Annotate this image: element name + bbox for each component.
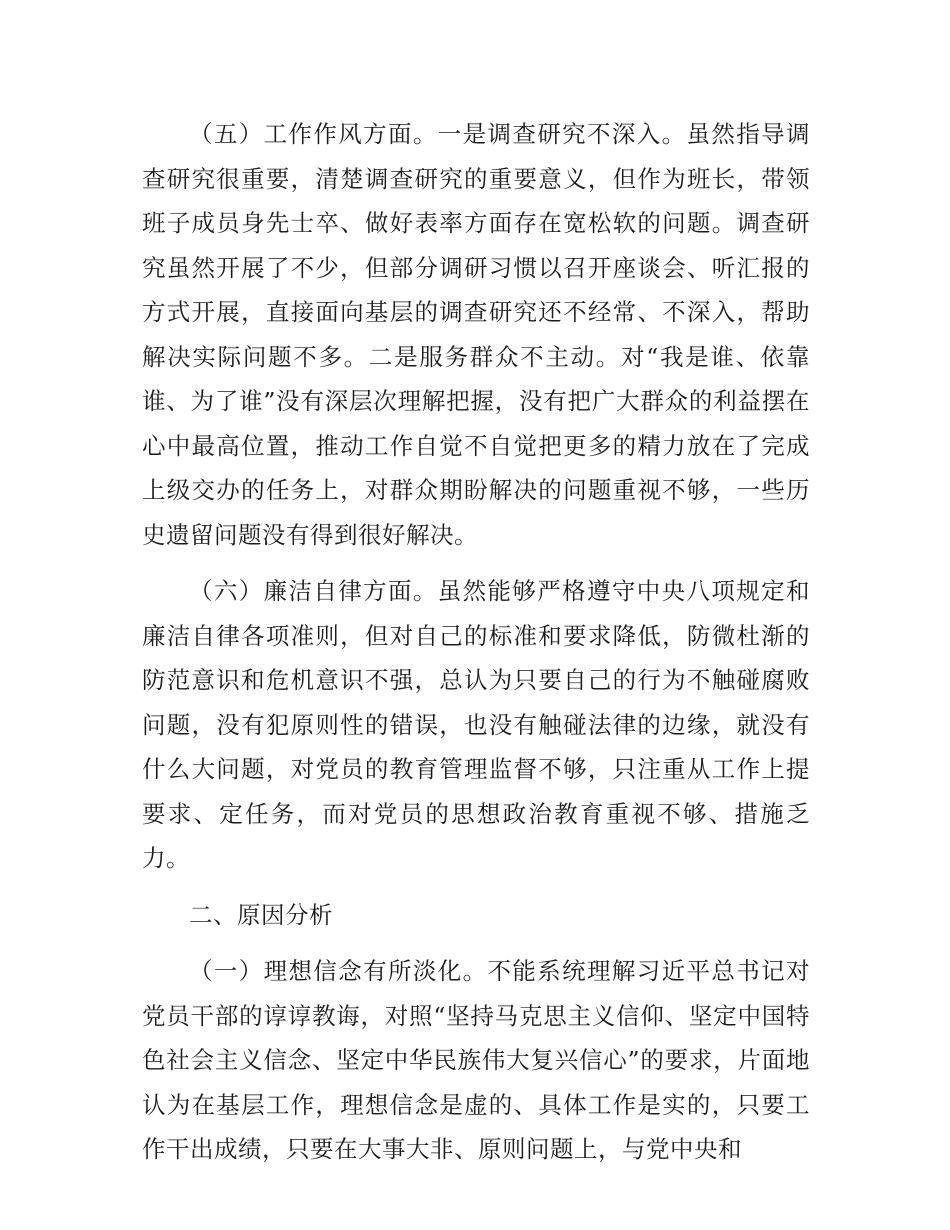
paragraph-integrity: （六）廉洁自律方面。虽然能够严格遵守中央八项规定和廉洁自律各项准则，但对自己的标准和要求降低，防微杜渐的防范意识和危机意识不强，总认为只要自己的行为不触碰腐败问题，没有犯原则性的错误，也没有触碰法律的边缘，就没有什么大问题，对党员的教育管理监督不够，只注重从工作上提要求、定任务，而对党员的思想政治教育重视不够、措施乏力。 bbox=[142, 577, 810, 872]
paragraph-ideals-beliefs: （一）理想信念有所淡化。不能系统理解习近平总书记对党员干部的谆谆教诲，对照“坚持马克思主义信仰、坚定中国特色社会主义信念、坚定中华民族伟大复兴信心”的要求，片面地认为在基层工作，理想信念是虚的、具体工作是实的，只要工作干出成绩，只要在大事大非、原则问题上，与党中央和 bbox=[142, 957, 810, 1163]
paragraph-work-style: （五）工作作风方面。一是调查研究不深入。虽然指导调查研究很重要，清楚调查研究的重要意义，但作为班长，带领班子成员身先士卒、做好表率方面存在宽松软的问题。调查研究虽然开展了不少，但部分调研习惯以召开座谈会、听汇报的方式开展，直接面向基层的调查研究还不经常、不深入，帮助解决实际问题不多。二是服务群众不主动。对“我是谁、依靠谁、为了谁”没有深层次理解把握，没有把广大群众的利益摆在心中最高位置，推动工作自觉不自觉把更多的精力放在了完成上级交办的任务上，对群众期盼解决的问题重视不够，一些历史遗留问题没有得到很好解决。 bbox=[142, 120, 810, 549]
section-heading-cause-analysis: 二、原因分析 bbox=[189, 900, 333, 929]
document-page bbox=[142, 112, 810, 1184]
